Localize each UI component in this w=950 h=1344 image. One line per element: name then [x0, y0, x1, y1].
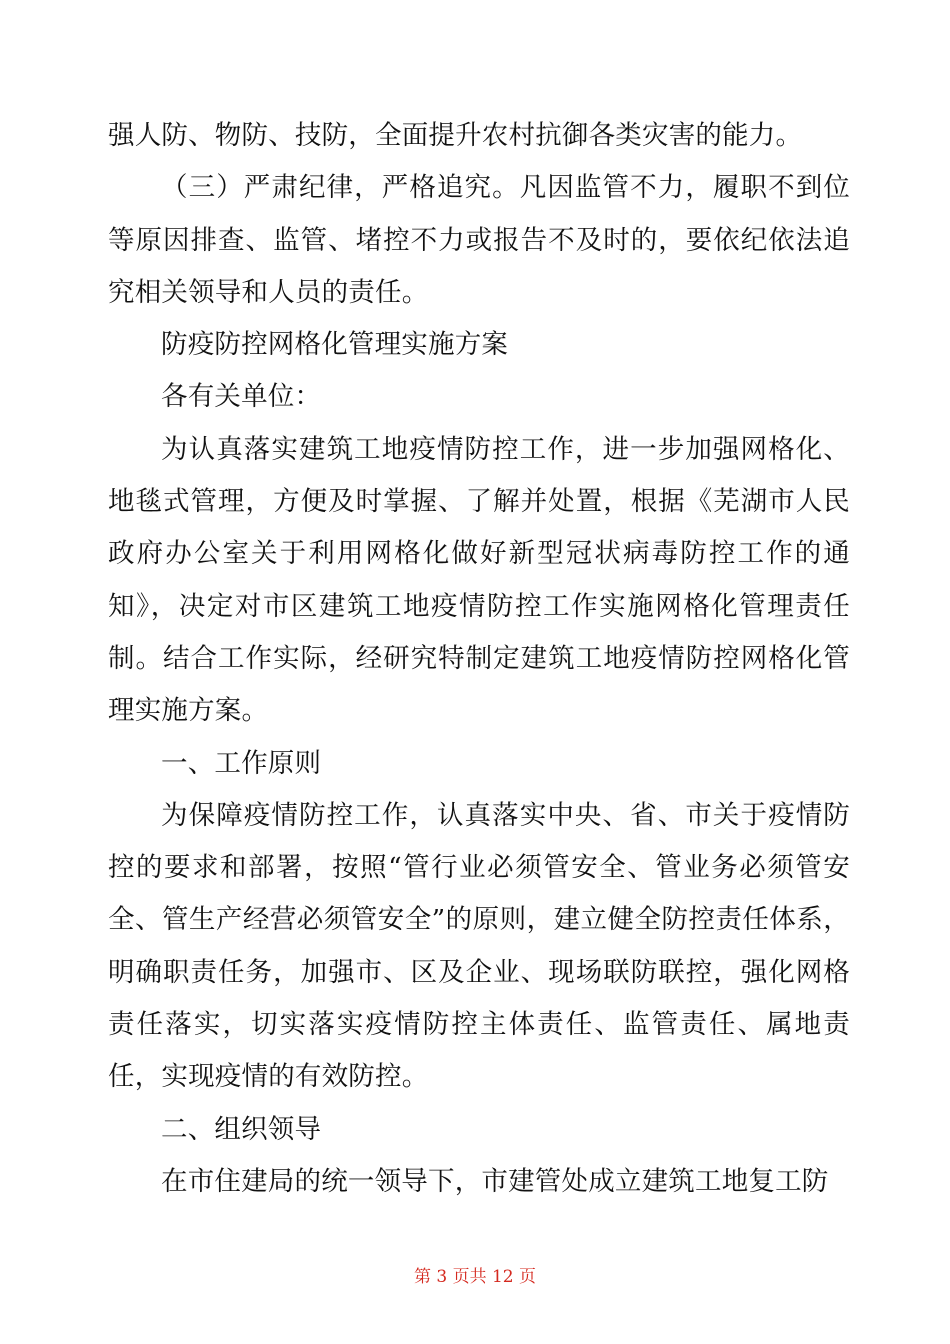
page-number-footer: 第 3 页共 12 页: [413, 1267, 537, 1287]
paragraph-intro: 为认真落实建筑工地疫情防控工作，进一步加强网格化、地毯式管理，方便及时掌握、了解并处置，根据《芜湖市人民政府办公室关于利用网格化做好新型冠状病毒防控工作的通知》，决定对市区建筑工地疫情防控工作实施网格化管理责任制。结合工作实际，经研究特制定建筑工地疫情防控网格化管理实施方案。: [108, 433, 850, 727]
document-title: 防疫防控网格化管理实施方案: [161, 329, 509, 361]
section-heading-leadership: 二、组织领导: [161, 1113, 322, 1145]
paragraph-continuation: 强人防、物防、技防，全面提升农村抗御各类灾害的能力。: [108, 120, 803, 151]
paragraph-principles: 为保障疫情防控工作，认真落实中央、省、市关于疫情防控的要求和部署，按照“管行业必须管安全、管业务必须管安全、管生产经营必须管安全”的原则，建立健全防控责任体系，明确职责任务，加强市、区及企业、现场联防联控，强化网格责任落实，切实落实疫情防控主体责任、监管责任、属地责任，实现疫情的有效防控。: [108, 799, 850, 1093]
salutation: 各有关单位：: [161, 381, 322, 413]
section-heading-principles: 一、工作原则: [161, 747, 322, 779]
document-body: [108, 110, 850, 1208]
paragraph-discipline: （三）严肃纪律，严格追究。凡因监管不力，履职不到位等原因排查、监管、堵控不力或报告不及时的，要依纪依法追究相关领导和人员的责任。: [108, 172, 850, 308]
paragraph-leadership: 在市住建局的统一领导下，市建管处成立建筑工地复工防: [161, 1165, 829, 1197]
